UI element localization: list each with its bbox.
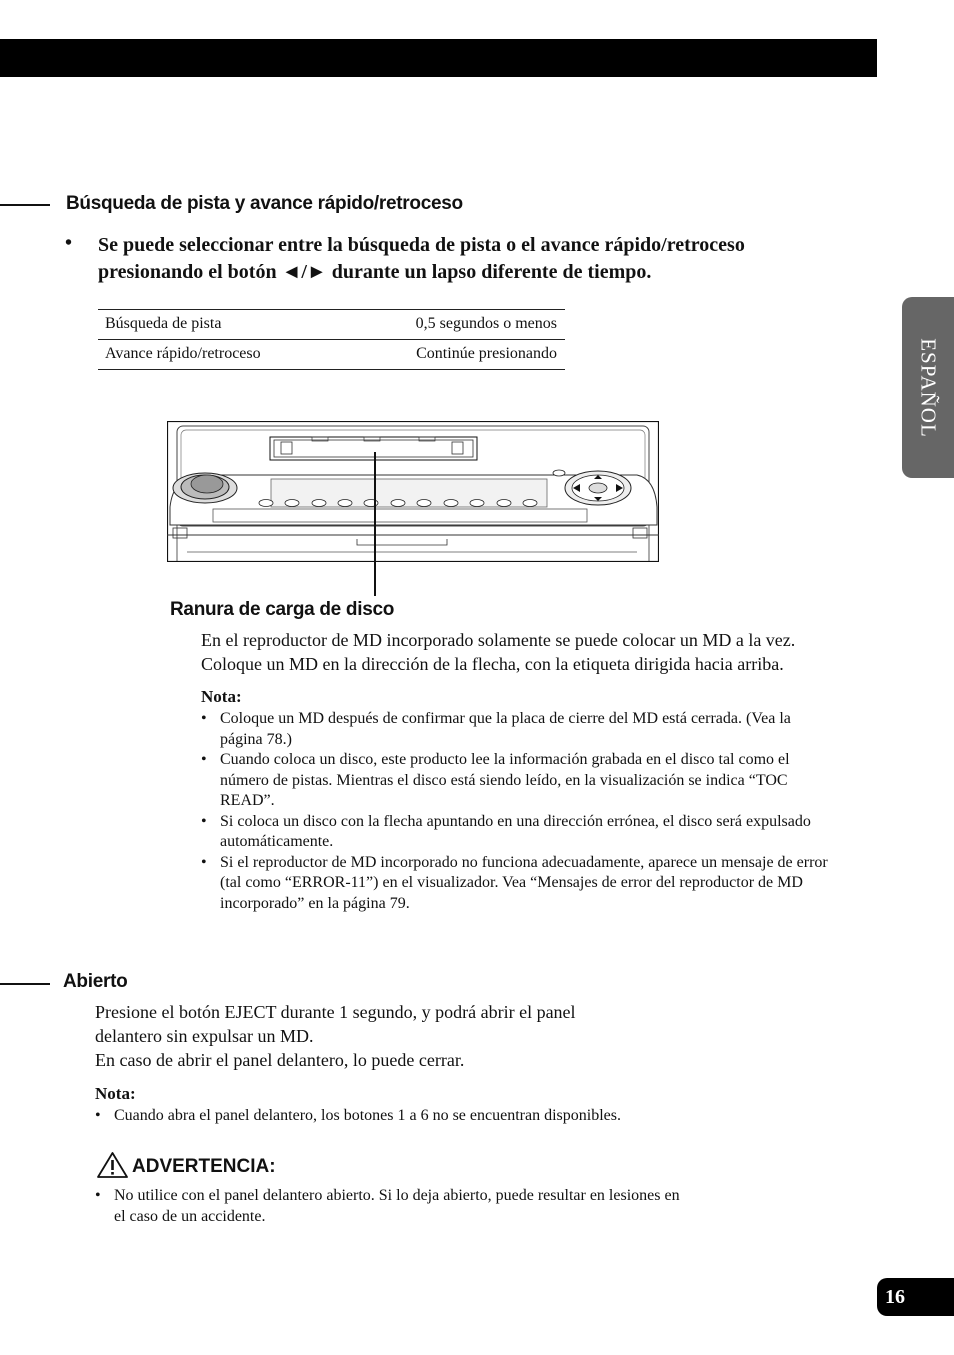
abierto-line1: Presione el botón EJECT durante 1 segundo, y podrá abrir el panel <box>95 1002 576 1022</box>
bold-instruction <box>98 232 858 286</box>
abierto-notes <box>95 1106 735 1127</box>
table-cell-label: Búsqueda de pista <box>98 310 342 340</box>
bold-instruction-line2: presionando el botón ◄/► durante un lapso diferente de tiempo. <box>98 261 652 283</box>
nota-label: Nota: <box>201 687 242 706</box>
list-item: • Cuando abra el panel delantero, los botones 1 a 6 no se encuentran disponibles. <box>95 1106 735 1127</box>
ranura-description-line2: Coloque un MD en la dirección de la flecha, con la etiqueta dirigida hacia arriba. <box>201 654 784 674</box>
warning-notes <box>95 1186 695 1227</box>
page-number: 16 <box>877 1278 954 1316</box>
language-tab-label: ESPAÑOL <box>916 337 941 438</box>
language-tab <box>902 297 954 478</box>
list-item: • Si el reproductor de MD incorporado no funciona adecuadamente, aparece un mensaje de error (tal como “ERROR-11”) en el visualizador. Vea “Mensajes de error del reproductor de MD incorporado” en la página 79. <box>201 853 836 915</box>
warning-label: ADVERTENCIA: <box>132 1156 276 1177</box>
slot-callout-line <box>374 452 376 596</box>
warning-triangle-icon <box>96 1151 129 1179</box>
abierto-description <box>95 1000 715 1072</box>
abierto-line3: En caso de abrir el panel delantero, lo puede cerrar. <box>95 1050 465 1070</box>
abierto-line2: delantero sin expulsar un MD. <box>95 1026 314 1046</box>
section-title-busqueda: Búsqueda de pista y avance rápido/retroceso <box>66 193 463 214</box>
list-item: • Si coloca un disco con la flecha apuntando en una dirección errónea, el disco será expulsado automáticamente. <box>201 812 836 853</box>
table-cell-label: Avance rápido/retroceso <box>98 340 342 370</box>
timing-table <box>98 309 565 370</box>
ranura-title: Ranura de carga de disco <box>170 599 395 620</box>
section-title-abierto: Abierto <box>63 971 128 992</box>
multi-control-pad <box>565 471 631 505</box>
bullet: • <box>65 232 73 254</box>
header-bar <box>0 39 877 77</box>
table-cell-value: Continúe presionando <box>342 340 565 370</box>
ranura-description <box>201 628 851 676</box>
table-cell-value: 0,5 segundos o menos <box>342 310 565 340</box>
list-item: • Cuando coloca un disco, este producto lee la información grabada en el disco tal como el número de pistas. Mientras el disco está siendo leído, en la visualización se indica “TOC READ”. <box>201 750 836 812</box>
warning-heading <box>96 1150 276 1180</box>
section-rule <box>0 204 50 206</box>
list-item: • No utilice con el panel delantero abierto. Si lo deja abierto, puede resultar en lesiones en el caso de un accidente. <box>95 1186 695 1227</box>
ranura-description-line1: En el reproductor de MD incorporado solamente se puede colocar un MD a la vez. <box>201 630 796 650</box>
head-unit-illustration <box>167 421 659 562</box>
ranura-notes <box>201 709 836 914</box>
list-item: • Coloque un MD después de confirmar que la placa de cierre del MD está cerrada. (Vea la página 78.) <box>201 709 836 750</box>
nota-label: Nota: <box>95 1084 136 1103</box>
bold-instruction-line1: Se puede seleccionar entre la búsqueda de pista o el avance rápido/retroceso <box>98 234 745 256</box>
table-row <box>98 340 565 370</box>
section-rule <box>0 983 50 985</box>
volume-knob <box>173 473 237 503</box>
table-row <box>98 310 565 340</box>
